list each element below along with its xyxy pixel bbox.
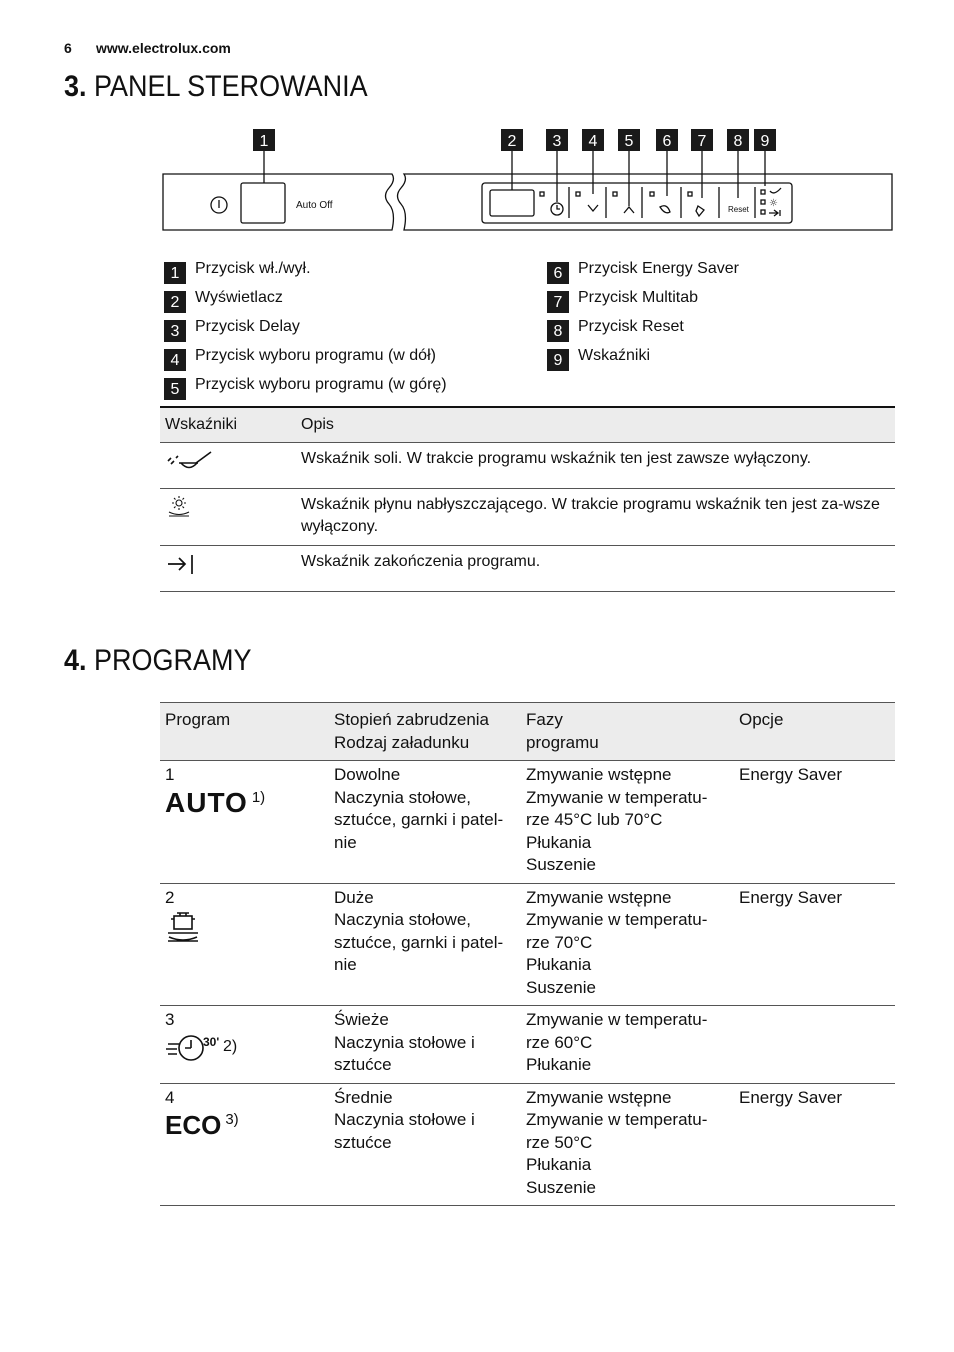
options-cell: Energy Saver — [734, 1083, 895, 1206]
reset-label: Reset — [728, 205, 749, 214]
indicator-description: Wskaźnik płynu nabłyszczającego. W trakcie programu wskaźnik ten jest za-wsze wyłączony. — [296, 489, 895, 546]
legend-number: 4 — [164, 349, 186, 371]
indicator-symbol — [160, 443, 296, 489]
options-cell — [734, 1006, 895, 1084]
legend-text: Przycisk Reset — [578, 318, 684, 335]
legend-number: 9 — [547, 349, 569, 371]
column-header: Opis — [296, 407, 895, 443]
table-header-row — [160, 703, 895, 761]
indicator-description: Wskaźnik zakończenia programu. — [296, 546, 895, 592]
rinse-aid-indicator-icon — [165, 494, 195, 520]
salt-indicator-icon — [165, 448, 217, 474]
legend-item — [164, 316, 447, 345]
callout-6-label: 6 — [662, 133, 672, 150]
callout-9-label: 9 — [760, 133, 770, 150]
column-header: Wskaźniki — [160, 407, 296, 443]
program-auto-symbol: AUTO — [165, 786, 248, 818]
legend-item — [164, 374, 447, 403]
sun-indicator-label: ☼ — [769, 198, 778, 209]
legend-number: 1 — [164, 262, 186, 284]
program-cell — [160, 1006, 329, 1084]
soil-cell: Świeże Naczynia stołowe i sztućce — [329, 1006, 521, 1084]
callout-3-label: 3 — [552, 133, 562, 150]
soil-cell: Duże Naczynia stołowe, sztućce, garnki i patel- nie — [329, 883, 521, 1006]
phases-cell: Zmywanie w temperatu- rze 60°C Płukanie — [521, 1006, 734, 1084]
program-cell — [160, 883, 329, 1006]
page-url: www.electrolux.com — [96, 40, 231, 56]
indicator-symbol — [160, 546, 296, 592]
legend-text: Przycisk wł./wył. — [195, 260, 311, 277]
legend-item — [164, 287, 447, 316]
indicator-table — [160, 406, 895, 592]
page-number: 6 — [64, 40, 72, 56]
legend-item — [164, 258, 447, 287]
table-row — [160, 1006, 895, 1084]
legend-item — [547, 345, 739, 374]
legend-item — [547, 258, 739, 287]
legend-right — [547, 258, 739, 374]
phases-cell: Zmywanie wstępne Zmywanie w temperatu- rze 45°C lub 70°C Płukania Suszenie — [521, 761, 734, 884]
legend-text: Wyświetlacz — [195, 289, 283, 306]
legend-text: Wskaźniki — [578, 347, 651, 364]
legend-number: 2 — [164, 291, 186, 313]
column-header-phases: Fazy programu — [521, 703, 734, 761]
phases-cell: Zmywanie wstępne Zmywanie w temperatu- rze 50°C Płukania Suszenie — [521, 1083, 734, 1206]
indicator-description: Wskaźnik soli. W trakcie programu wskaźnik ten jest zawsze wyłączony. — [296, 443, 895, 489]
legend-text: Przycisk wyboru programu (w dół) — [195, 347, 436, 364]
column-header-soil: Stopień zabrudzenia Rodzaj załadunku — [329, 703, 521, 761]
section-title: PANEL STEROWANIA — [94, 70, 368, 103]
table-row — [160, 761, 895, 884]
programs-table — [160, 702, 895, 1206]
options-cell: Energy Saver — [734, 883, 895, 1006]
pot-icon — [165, 909, 201, 945]
callout-8-label: 8 — [733, 133, 743, 150]
section-title: PROGRAMY — [94, 644, 252, 677]
quick-wash-label: 30' — [203, 1034, 220, 1049]
indicator-symbol — [160, 489, 296, 546]
callout-4-label: 4 — [588, 133, 598, 150]
legend-number: 7 — [547, 291, 569, 313]
column-header-options: Opcje — [734, 703, 895, 761]
program-number: 3 — [165, 1010, 175, 1029]
soil-cell: Średnie Naczynia stołowe i sztućce — [329, 1083, 521, 1206]
table-row — [160, 546, 895, 592]
column-header-program: Program — [160, 703, 329, 761]
legend-text: Przycisk Delay — [195, 318, 300, 335]
program-eco-symbol: ECO — [165, 1110, 222, 1140]
phases-cell: Zmywanie wstępne Zmywanie w temperatu- rze 70°C Płukania Suszenie — [521, 883, 734, 1006]
legend-item — [547, 287, 739, 316]
end-indicator-icon — [165, 551, 197, 577]
callout-2-label: 2 — [507, 133, 517, 150]
program-number: 4 — [165, 1087, 175, 1107]
legend-item — [547, 316, 739, 345]
program-cell — [160, 761, 329, 884]
callout-1-label: 1 — [259, 133, 269, 150]
program-footnote: 1) — [251, 788, 266, 806]
program-number: 2 — [165, 887, 175, 907]
program-cell — [160, 1083, 329, 1206]
section-title-programs — [64, 644, 252, 678]
control-panel-diagram — [160, 128, 896, 234]
legend-text: Przycisk Energy Saver — [578, 260, 739, 277]
table-row — [160, 443, 895, 489]
program-footnote: 3) — [225, 1111, 239, 1128]
program-number: 1 — [165, 765, 175, 784]
table-header-row — [160, 407, 895, 443]
auto-off-label: Auto Off — [296, 200, 333, 211]
program-footnote: 2) — [223, 1038, 238, 1056]
section-number: 3. — [64, 70, 87, 103]
legend-number: 6 — [547, 262, 569, 284]
legend-text: Przycisk Multitab — [578, 289, 699, 306]
table-row — [160, 489, 895, 546]
legend-number: 8 — [547, 320, 569, 342]
legend-number: 3 — [164, 320, 186, 342]
table-row — [160, 1083, 895, 1206]
legend-number: 5 — [164, 378, 186, 400]
legend-text: Przycisk wyboru programu (w górę) — [195, 376, 447, 393]
legend-item — [164, 345, 447, 374]
section-number: 4. — [64, 644, 87, 677]
options-cell: Energy Saver — [734, 761, 895, 884]
table-row — [160, 883, 895, 1006]
soil-cell: Dowolne Naczynia stołowe, sztućce, garnki i patel- nie — [329, 761, 521, 884]
legend-left — [164, 258, 447, 403]
section-title-panel — [64, 70, 368, 104]
callout-5-label: 5 — [624, 133, 634, 150]
quick-wash-icon — [165, 1032, 223, 1064]
callout-7-label: 7 — [697, 133, 707, 150]
